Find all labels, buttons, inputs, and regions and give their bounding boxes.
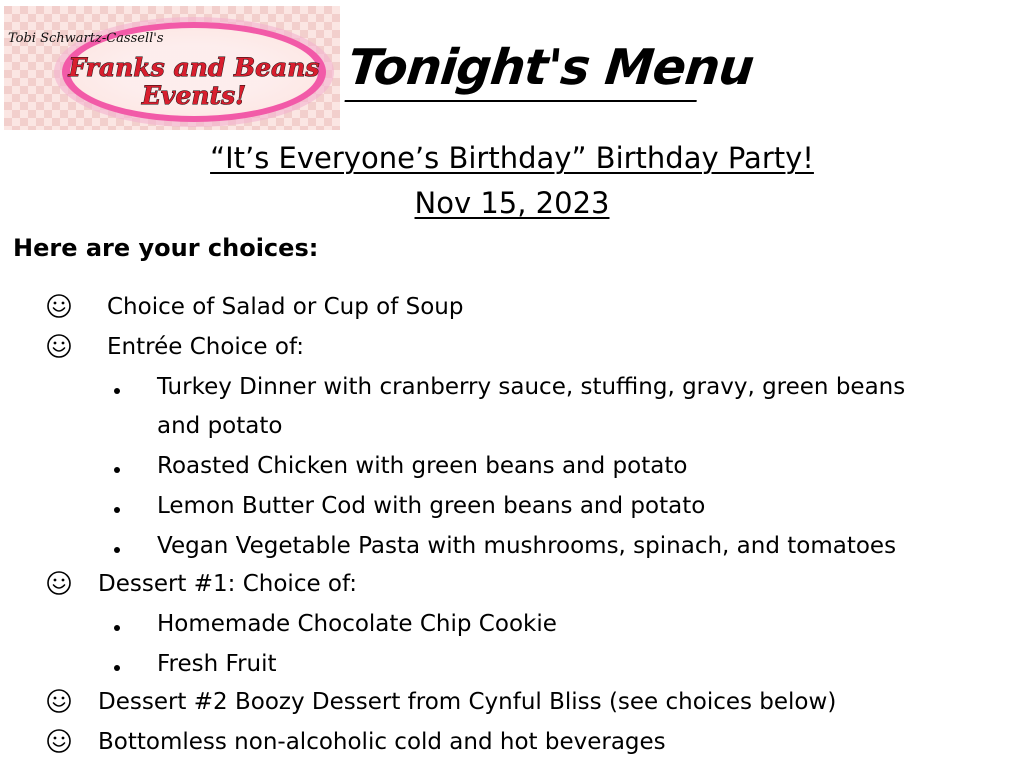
smiley-face-icon bbox=[46, 293, 72, 319]
entree-option-pasta: Vegan Vegetable Pasta with mushrooms, spinach, and tomatoes bbox=[157, 533, 897, 559]
bullet-dot-icon bbox=[112, 465, 122, 475]
event-name-text: “It’s Everyone’s Birthday” Birthday Party! bbox=[210, 141, 814, 175]
entree-option-turkey-line1: Turkey Dinner with cranberry sauce, stuffing, gravy, green beans bbox=[157, 374, 906, 400]
event-name bbox=[0, 140, 1024, 176]
menu-item-dessert1-label: Dessert #1: Choice of: bbox=[98, 571, 358, 597]
smiley-face-icon bbox=[46, 570, 72, 596]
menu-item-salad-soup: Choice of Salad or Cup of Soup bbox=[107, 294, 464, 320]
dessert1-option-fruit: Fresh Fruit bbox=[157, 651, 277, 677]
logo-brand-line2: Events! bbox=[141, 81, 247, 110]
page-title: Tonight's Menu bbox=[345, 36, 704, 102]
menu-item-beverages: Bottomless non-alcoholic cold and hot beverages bbox=[98, 729, 666, 755]
menu-item-dessert2: Dessert #2 Boozy Dessert from Cynful Bliss (see choices below) bbox=[98, 689, 837, 715]
bullet-dot-icon bbox=[112, 545, 122, 555]
event-date bbox=[0, 185, 1024, 221]
bullet-dot-icon bbox=[112, 663, 122, 673]
entree-option-chicken: Roasted Chicken with green beans and potato bbox=[157, 453, 688, 479]
dessert1-option-cookie: Homemade Chocolate Chip Cookie bbox=[157, 611, 557, 637]
entree-option-turkey-line2: and potato bbox=[157, 413, 283, 439]
logo-brand-line1: Franks and Beans bbox=[68, 53, 320, 82]
menu-item-entree-label: Entrée Choice of: bbox=[107, 334, 304, 360]
choices-heading: Here are your choices: bbox=[13, 234, 319, 262]
smiley-face-icon bbox=[46, 728, 72, 754]
event-date-text: Nov 15, 2023 bbox=[414, 186, 610, 220]
smiley-face-icon bbox=[46, 688, 72, 714]
bullet-dot-icon bbox=[112, 505, 122, 515]
bullet-dot-icon bbox=[112, 386, 122, 396]
smiley-face-icon bbox=[46, 333, 72, 359]
entree-option-cod: Lemon Butter Cod with green beans and potato bbox=[157, 493, 706, 519]
logo bbox=[4, 6, 340, 130]
logo-graphic bbox=[4, 6, 340, 130]
logo-owner-name: Tobi Schwartz-Cassell's bbox=[8, 31, 164, 46]
bullet-dot-icon bbox=[112, 623, 122, 633]
